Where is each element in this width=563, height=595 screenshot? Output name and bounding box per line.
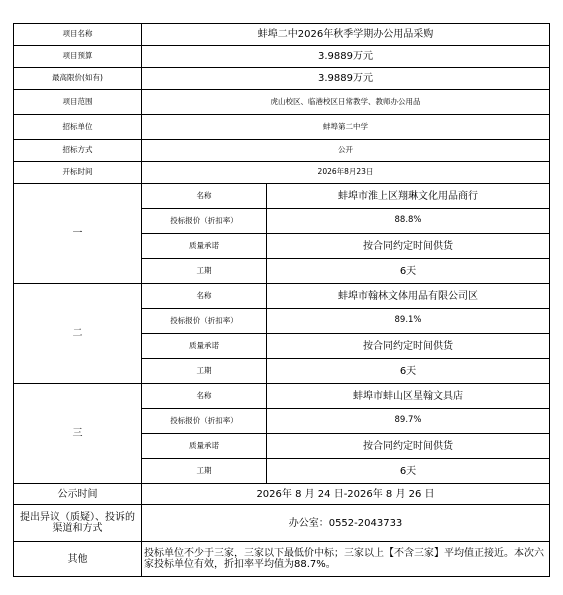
row-budget [14, 46, 550, 68]
candidate-2-name-label: 名称 [142, 284, 267, 309]
candidate-1-quality: 按合同约定时间供货 [267, 234, 550, 259]
max-price-value: 3.9889万元 [142, 68, 550, 90]
budget-label: 项目预算 [14, 46, 142, 68]
publicity-label: 公示时间 [14, 484, 142, 505]
candidate-2-bid: 89.1% [267, 309, 550, 334]
candidate-1-name-row [14, 184, 550, 209]
other-label: 其他 [14, 542, 142, 577]
open-time-label: 开标时间 [14, 162, 142, 184]
candidate-1-name-label: 名称 [142, 184, 267, 209]
candidate-3-period-label: 工期 [142, 459, 267, 484]
candidate-1-quality-label: 质量承诺 [142, 234, 267, 259]
candidate-2-quality-label: 质量承诺 [142, 334, 267, 359]
tender-unit-label: 招标单位 [14, 115, 142, 140]
scope-value: 虎山校区、临港校区日常教学、教师办公用品 [142, 90, 550, 115]
candidate-2-name: 蚌埠市翰林文体用品有限公司区 [267, 284, 550, 309]
budget-value: 3.9889万元 [142, 46, 550, 68]
scope-label: 项目范围 [14, 90, 142, 115]
candidate-1-bid-label: 投标报价（折扣率） [142, 209, 267, 234]
candidate-2-bid-label: 投标报价（折扣率） [142, 309, 267, 334]
candidate-1-name: 蚌埠市淮上区翔琳文化用品商行 [267, 184, 550, 209]
candidate-2-period-label: 工期 [142, 359, 267, 384]
candidate-3-quality: 按合同约定时间供货 [267, 434, 550, 459]
candidate-3-period: 6天 [267, 459, 550, 484]
candidate-3-bid: 89.7% [267, 409, 550, 434]
candidate-2-period: 6天 [267, 359, 550, 384]
candidate-3-bid-label: 投标报价（折扣率） [142, 409, 267, 434]
other-value: 投标单位不少于三家，三家以下最低价中标；三家以上【不含三家】平均值正接近。本次六家投标单位有效，折扣率平均值为88.7%。 [142, 542, 550, 577]
row-open-time [14, 162, 550, 184]
candidate-1-rank: 一 [14, 184, 142, 284]
objection-value: 办公室：0552-2043733 [142, 505, 550, 542]
open-time-value: 2026年8月23日 [142, 162, 550, 184]
row-objection [14, 505, 550, 542]
bid-result-table [13, 23, 550, 577]
max-price-label: 最高限价(如有) [14, 68, 142, 90]
tender-unit-value: 蚌埠第二中学 [142, 115, 550, 140]
row-tender-method [14, 140, 550, 162]
candidate-1-period: 6天 [267, 259, 550, 284]
candidate-1-period-label: 工期 [142, 259, 267, 284]
candidate-2-rank: 二 [14, 284, 142, 384]
row-other [14, 542, 550, 577]
row-max-price [14, 68, 550, 90]
row-scope [14, 90, 550, 115]
tender-method-label: 招标方式 [14, 140, 142, 162]
candidate-2-quality: 按合同约定时间供货 [267, 334, 550, 359]
candidate-2-name-row [14, 284, 550, 309]
candidate-3-name-row [14, 384, 550, 409]
row-tender-unit [14, 115, 550, 140]
candidate-3-name: 蚌埠市蚌山区星翰文具店 [267, 384, 550, 409]
row-publicity [14, 484, 550, 505]
project-name-value: 蚌埠二中2026年秋季学期办公用品采购 [142, 24, 550, 46]
tender-method-value: 公开 [142, 140, 550, 162]
project-name-label: 项目名称 [14, 24, 142, 46]
publicity-value: 2026年 8 月 24 日-2026年 8 月 26 日 [142, 484, 550, 505]
candidate-3-quality-label: 质量承诺 [142, 434, 267, 459]
candidate-1-bid: 88.8% [267, 209, 550, 234]
candidate-3-name-label: 名称 [142, 384, 267, 409]
row-project-name [14, 24, 550, 46]
objection-label: 提出异议（质疑）、投诉的渠道和方式 [14, 505, 142, 542]
candidate-3-rank: 三 [14, 384, 142, 484]
